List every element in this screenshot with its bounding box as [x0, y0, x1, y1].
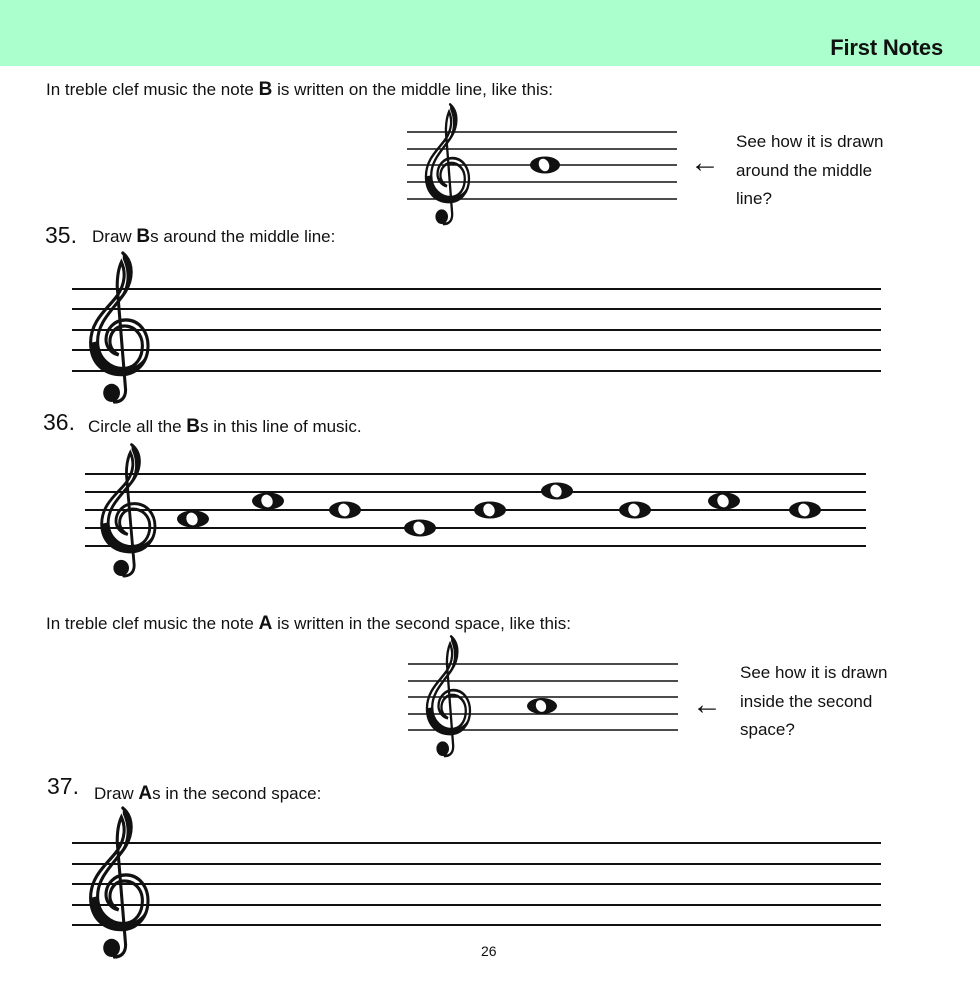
question-number-37: 37. — [47, 773, 79, 799]
note-letter: B — [258, 79, 273, 100]
page-title: First Notes — [830, 35, 943, 60]
q37-instruction: Draw As in the second space: — [94, 783, 322, 804]
example-staff-a — [408, 632, 680, 762]
left-arrow-icon: ← — [692, 688, 722, 721]
treble-clef-icon — [91, 253, 148, 402]
whole-note-b — [530, 157, 560, 174]
note-b[interactable] — [329, 502, 361, 519]
example-staff-b — [407, 100, 679, 230]
note-b[interactable] — [474, 502, 506, 519]
q35-instruction: Draw Bs around the middle line: — [92, 226, 336, 247]
intro-a-text: In treble clef music the note A is written in the second space, like this: — [46, 613, 571, 634]
treble-clef-icon — [91, 808, 148, 957]
note-a[interactable] — [177, 511, 209, 528]
q37-answer-staff[interactable] — [72, 803, 884, 963]
whole-note-a — [527, 698, 557, 714]
note-c[interactable] — [252, 493, 284, 510]
q35-answer-staff[interactable] — [72, 248, 884, 408]
note-b[interactable] — [619, 502, 651, 519]
note-letter: A — [258, 613, 273, 634]
note-g[interactable] — [404, 520, 436, 537]
side-note-a: See how it is drawn inside the second space? — [740, 663, 888, 739]
note-d[interactable] — [541, 483, 573, 500]
q36-music-line — [85, 438, 869, 578]
left-arrow-icon: ← — [690, 146, 720, 179]
note-c[interactable] — [708, 493, 740, 510]
side-note-b: See how it is drawn around the middle line? — [736, 132, 884, 208]
note-b[interactable] — [789, 502, 821, 519]
q36-instruction: Circle all the Bs in this line of music. — [88, 416, 362, 437]
page-number: 26 — [481, 943, 497, 959]
intro-b-text: In treble clef music the note B is written on the middle line, like this: — [46, 79, 553, 100]
question-number-35: 35. — [45, 222, 77, 248]
question-number-36: 36. — [43, 409, 75, 435]
